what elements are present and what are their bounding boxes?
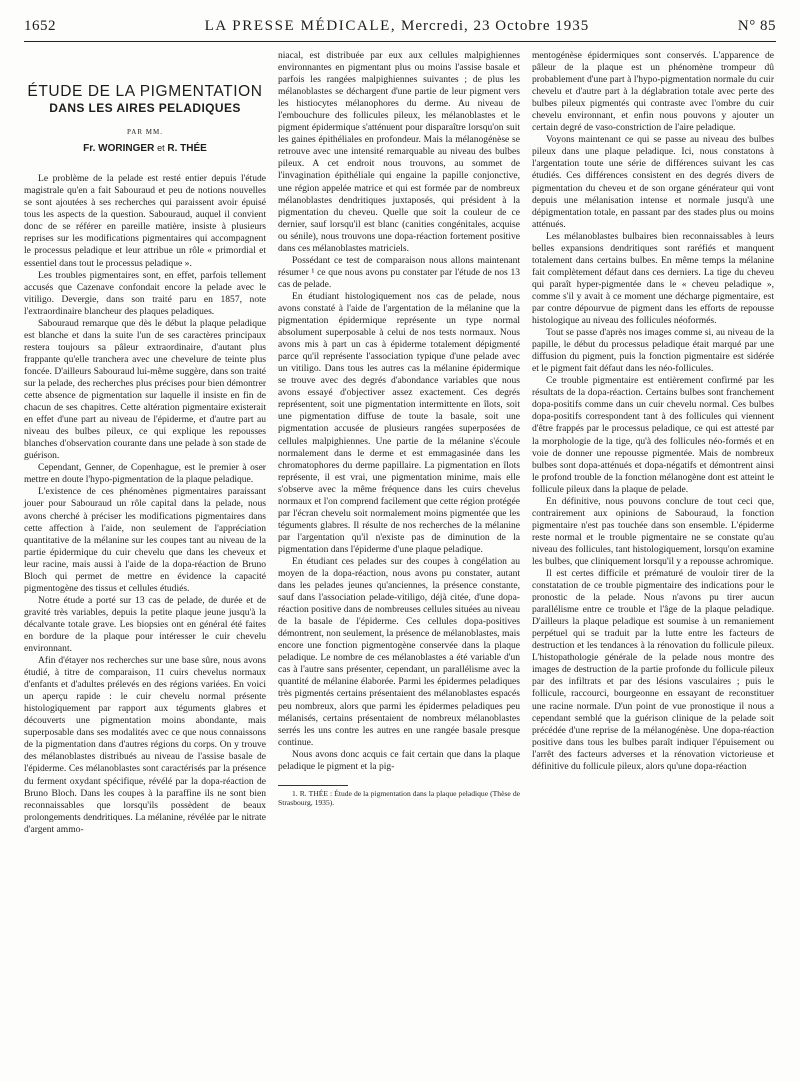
column-3 bbox=[532, 50, 774, 836]
column-1 bbox=[24, 50, 266, 836]
paragraph: Tout se passe d'après nos images comme si, au niveau de la papille, le début du processus peladique était marqué par une diffusion du pigment, puis la fonction pigmentaire est sidérée et le pigment fait défaut dans les néo-follicules. bbox=[532, 327, 774, 375]
article-columns bbox=[24, 50, 776, 836]
paragraph: L'existence de ces phénomènes pigmentaires paraissant jouer pour Sabouraud un rôle capital dans la pelade, nous avons cherché à préciser les modifications pigmentaires dans cette affection à l'aide, non seulement de l'appréciation quantitative de la mélanine sur les coupes tant au niveau de la partie épidermique du cuir chevelu que dans les cheveux et leur racine, mais aussi à l'aide de la dopa-réaction de Bruno Bloch qui permet de mettre en évidence la capacité pigmentogène des tissus et cellules étudiés. bbox=[24, 486, 266, 594]
author-conjunction: et bbox=[157, 143, 165, 154]
author-1: Fr. WORINGER bbox=[83, 143, 155, 155]
column-2 bbox=[278, 50, 520, 836]
paragraph: niacal, est distribuée par eux aux cellules malpighiennes environnantes en pigmentant plus ou moins l'assise basale et parfois les rangées malpighiennes suivantes ; de plus les mélanoblastes se déchargent d'une partie de leur pigment vers les histiocytes mélanophores du derme. Au niveau de l'embouchure des follicules pileux, les mélanoblastes et le pigment épidermique s'atténuent pour disparaître lorsqu'on suit les gaines épithéliales en profondeur. Mais la mélanogénèse se retrouve avec une intensité remarquable au niveau des bulbes pileux. A cet endroit nous trouvons, au sommet de l'invagination épithéliale qui engaine la papille conjonctive, une région appelée matrice et qui est formée par de nombreux mélanoblastes dendritiques juxtaposés, qui président à la pigmentation du cheveu. Quelle que soit la couleur de ce dernier, sauf lorsqu'il est blanc (canities congénitales, acquise ou sénile), nous trouvons une dopa-réaction fortement positive dans ces mélanoblastes matriciels. bbox=[278, 50, 520, 254]
paragraph: Voyons maintenant ce qui se passe au niveau des bulbes pileux dans une plaque peladique. Ici, nous constatons à l'argentation toute une série de différences suivant les cas étudiés. Ces différences consistent en des degrés divers de pigmentation du cheveu et de son organe générateur qui vont depuis une mélanisation intense et normale jusqu'à une dépigmentation totale, en passant par des stades plus ou moins atténués. bbox=[532, 134, 774, 230]
paragraph: En étudiant histologiquement nos cas de pelade, nous avons constaté à l'aide de l'argentation de la mélanine que la pigmentation épidermique représente un type normal absolument superposable à celui de nos tests normaux. Nous avons mis à part un cas à épiderme totalement dépigmenté parce qu'il représente l'association typique d'une pelade avec un vitiligo. Dans tous les autres cas la mélanine épidermique se trouve avec des degrés d'abondance variables que nous avons essayé d'objectiver assez exactement. Ces degrés représentent, soit une pigmentation intermittente en îlots, soit une pigmentation diffuse de toute la basale, soit une pigmentation accusée de plusieurs rangées superposées de cellules malpighiennes. Une partie de la mélanine s'écoule normalement dans le derme et est emmagasinée dans les chromatophores du derme papillaire. La pigmentation en îlots représente, il est vrai, une pigmentation minime, mais elle s'observe avec la même fréquence dans les cuirs chevelus normaux et l'on comprend facilement que cette région protégée par l'écran chevelu soit normalement moins pigmentée que les téguments glabres. Il résulte de nos recherches de la mélanine par l'argentation qu'il n'existe pas de diminution de la pigmentation dans l'épiderme d'une plaque peladique. bbox=[278, 290, 520, 555]
journal-line bbox=[205, 18, 590, 35]
paragraph: Les troubles pigmentaires sont, en effet, parfois tellement accusés que Cazenave confondait encore la pelade avec le vitiligo. Devergie, dans son traité paru en 1857, note l'extraordinaire blancheur des plaques peladiques. bbox=[24, 269, 266, 317]
paragraph: Nous avons donc acquis ce fait certain que dans la plaque peladique le pigment et la pig- bbox=[278, 748, 520, 772]
paragraph: En étudiant ces pelades sur des coupes à congélation au moyen de la dopa-réaction, nous avons pu constater, autant dans les pelades jeunes qu'anciennes, la présence constante, sauf dans l'association pelade-vitiligo, déjà citée, d'une dopa-réaction positive dans de nombreuses cellules situées au niveau de la basale de l'épiderme. Ces cellules dopa-positives démontrent, non seulement, la présence de mélanoblastes, mais encore une fonction pigmentogène conservée dans la plaque peladique. Le nombre de ces mélanoblastes a été variable d'un cas à l'autre sans présenter, cependant, un parallélisme avec la quantité de mélanine élaborée. Parmi les épidermes peladiques très pigmentés certains présentaient des mélanoblastes espacés peu nombreux, alors que parmi les épidermes peladiques peu mélanisés, certains présentaient de nombreux mélanoblastes serrés les uns contre les autres en une rangée basale presque continue. bbox=[278, 555, 520, 748]
paragraph: Cependant, Genner, de Copenhague, est le premier à oser mettre en doute l'hypo-pigmentation de la plaque peladique. bbox=[24, 462, 266, 486]
page-number: 1652 bbox=[24, 18, 56, 34]
paragraph: mentogénèse épidermiques sont conservés. L'apparence de pâleur de la plaque est un phénomène trompeur dû probablement d'une part à l'hypo-pigmentation normale du cuir chevelu et d'autre part à la déglabration totale avec perte des bulbes pileux pigmentés qui contraste avec l'ombre du cuir chevelu environnant, et enfin nous pouvons y ajouter un certain degré de vaso-constriction de l'aire peladique. bbox=[532, 50, 774, 134]
article-title: ÉTUDE DE LA PIGMENTATION bbox=[27, 83, 263, 100]
author-2: R. THÉE bbox=[167, 143, 207, 155]
paragraph: Afin d'étayer nos recherches sur une base sûre, nous avons étudié, à titre de comparaison, 11 cuirs chevelus normaux d'enfants et d'adultes prélevés en des régions variées. En voici un aperçu rapide : le cuir chevelu normal présente histologiquement par rapport aux téguments glabres et découverts une pigmentation moins abondante, mais superposable dans ses modalités avec ce que nous connaissons de la pigmentation dans d'autres régions du corps. On y trouve des mélanoblastes distribués au niveau de l'assise basale de l'épiderme. Ces mélanoblastes sont caractérisés par la présence du ferment oxydant spécifique, révélé par la dopa-réaction de Bruno Bloch. Dans les coupes à la paraffine ils ne sont bien reconnaissables que lorsqu'ils possèdent de beaux prolongements dendritiques. La mélanine, révélée par le nitrate d'argent ammo- bbox=[24, 655, 266, 835]
paragraph: Ce trouble pigmentaire est entièrement confirmé par les résultats de la dopa-réaction. Certains bulbes sont franchement dopa-positifs comme dans un cuir chevelu normal. Ces bulbes dopa-positifs correspondent tant à des follicules qui viennent d'être frappés par le processus peladique, ce qui est attesté par la morphologie de la tige, qu'à des follicules néo-formés et en voie de donner une repousse pigmentée. Mais de nombreux bulbes sont dopa-atténués et dopa-négatifs et démontrent ainsi le profond trouble de la fonction mélanogène dont est atteint le follicule pileux dans la plaque de pelade. bbox=[532, 375, 774, 495]
paragraph: Il est certes difficile et prématuré de vouloir tirer de la constatation de ce trouble pigmentaire des indications pour le pronostic de la pelade. Nous n'avons pu tirer aucun parallélisme entre ce trouble et l'âge de la plaque peladique. D'ailleurs la plaque peladique est soumise à un remaniement perpétuel qui se traduit par la lutte entre les facteurs de destruction et les tendances à la rénovation du follicule pileux. L'histopathologie générale de la pelade nous montre des images de destruction de la partie profonde du follicule pileux par des infiltrats et par des lésions vasculaires ; puis le follicule, raccourci, bourgeonne en essayant de reconstituer une racine normale. D'un point de vue pronostique il nous a cependant semblé que la guérison clinique de la pelade soit précédée d'une reprise de la mélanogénèse. Une dopa-réaction positive dans tous les bulbes paraît indiquer l'épuisement ou l'arrêt des facteurs adverses et la rénovation victorieuse et définitive du follicule pileux, alors qu'une dopa-réaction bbox=[532, 568, 774, 772]
article-heading bbox=[24, 83, 266, 155]
running-header bbox=[24, 18, 776, 42]
paragraph: Possédant ce test de comparaison nous allons maintenant résumer ¹ ce que nous avons pu constater par l'étude de nos 13 cas de pelade. bbox=[278, 254, 520, 290]
paragraph: Les mélanoblastes bulbaires bien reconnaissables à leurs belles expansions dendritiques sont raréfiés et manquent totalement dans certains bulbes. En même temps la mélanine fait complètement défaut dans ces derniers. La tige du cheveu qui paraît hyper-pigmentée dans le « cheveu peladique », comme s'il y avait à ce moment une décharge pigmentaire, est par contre dépourvue de pigment dans les efforts de repousse histologique au niveau des follicules néoformés. bbox=[532, 230, 774, 327]
issue-date: Mercredi, 23 Octobre 1935 bbox=[401, 18, 590, 34]
paragraph: En définitive, nous pouvons conclure de tout ceci que, contrairement aux opinions de Sabouraud, la fonction pigmentaire n'est pas touchée dans son ensemble. L'épiderme reste normal et le trouble pigmentaire ne se constate qu'au niveau des follicules, tant histologiquement, lorsqu'on examine les bulbes, que cliniquement lorsqu'il y a repousse achromique. bbox=[532, 495, 774, 567]
footnote-rule bbox=[278, 785, 348, 786]
journal-name: LA PRESSE MÉDICALE, bbox=[204, 18, 397, 34]
byline-par: PAR MM. bbox=[127, 128, 163, 137]
issue-number: N° 85 bbox=[737, 18, 776, 34]
authors bbox=[24, 142, 266, 155]
paragraph: Sabouraud remarque que dès le début la plaque peladique est blanche et dans la suite l'un de ses caractères principaux restera toujours sa pâleur extraordinaire, d'autant plus frappante qu'elle tranchera avec une chevelure de teinte plus foncée. D'ailleurs Sabouraud lui-même suggère, dans son traité sur la pelade, des recherches plus précises pour bien démontrer cette absence de pigmentation sur laquelle il insiste en fin de chacun de ses chapitres. Cette altération pigmentaire existerait en effet d'une part au niveau de l'épiderme, et d'autre part au niveau des bulbes pileux, ce qui explique les repousses blanches d'observation courante dans une pelade à son stade de guérison. bbox=[24, 317, 266, 462]
paragraph: Notre étude a porté sur 13 cas de pelade, de durée et de gravité très variables, depuis la petite plaque jeune jusqu'à la décalvante totale grave. Les biopsies ont en général été faites en bordure de la plaque pour intéresser le cuir chevelu environnant. bbox=[24, 594, 266, 655]
article-subtitle: DANS LES AIRES PELADIQUES bbox=[49, 101, 241, 116]
footnote: 1. R. THÉE : Étude de la pigmentation dans la plaque peladique (Thèse de Strasbourg, 1935). bbox=[278, 788, 520, 807]
paragraph: Le problème de la pelade est resté entier depuis l'étude magistrale qu'en a fait Sabouraud et peu de notions nouvelles se sont ajoutées à ses recherches qui paraissent avoir épuisé tous les aspects de la question. Sabouraud, auquel il convient donc de se référer en pareille matière, insiste à plusieurs reprises sur les modifications pigmentaires qui accompagnent le processus peladique et leur attribue un rôle « primordial et essentiel dans tout le processus peladique ». bbox=[24, 173, 266, 269]
